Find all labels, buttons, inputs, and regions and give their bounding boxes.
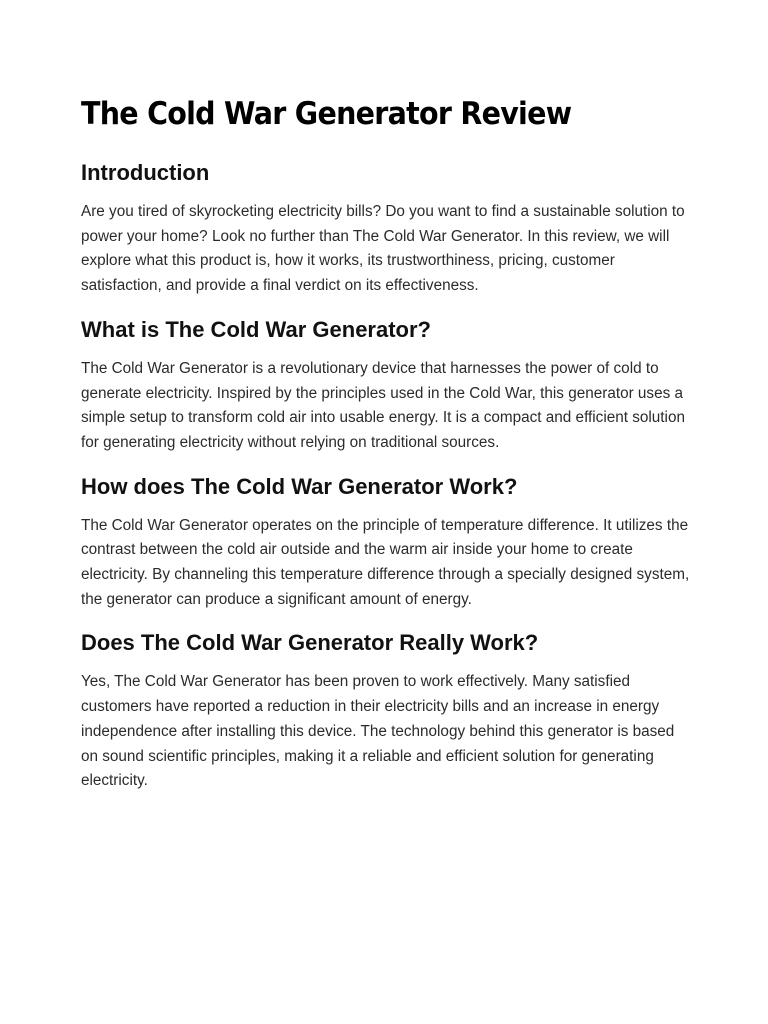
section-how-it-works: [81, 473, 691, 613]
section-body-what-is: The Cold War Generator is a revolutionary device that harnesses the power of cold to generate electricity. Inspired by the principles used in the Cold War, this generator uses a simple setup to transform cold air into usable energy. It is a compact and efficient solution for generating electricity without relying on traditional sources.: [81, 359, 685, 451]
section-does-it-work: [81, 629, 691, 794]
section-heading-how-it-works: How does The Cold War Generator Work?: [81, 473, 518, 499]
section-introduction: [81, 159, 691, 299]
section-body-introduction: Are you tired of skyrocketing electricity bills? Do you want to find a sustainable solution to power your home? Look no further than The Cold War Generator. In this review, we will explore what this product is, how it works, its trustworthiness, pricing, customer satisfaction, and provide a final verdict on its effectiveness.: [81, 203, 685, 295]
section-heading-does-it-work: Does The Cold War Generator Really Work?: [81, 630, 539, 656]
section-heading-what-is: What is The Cold War Generator?: [81, 316, 431, 342]
section-heading-introduction: Introduction: [81, 160, 210, 185]
section-body-how-it-works: The Cold War Generator operates on the principle of temperature difference. It utilizes the contrast between the cold air outside and the warm air inside your home to create electricity. By channeling this temperature difference through a specially designed system, the generator can produce a significant amount of energy.: [81, 516, 690, 608]
document-title: The Cold War Generator Review: [81, 96, 572, 132]
document-page: [81, 93, 691, 811]
section-body-does-it-work: Yes, The Cold War Generator has been proven to work effectively. Many satisfied customers have reported a reduction in their electricity bills and an increase in energy independence after installing this device. The technology behind this generator is based on sound scientific principles, making it a reliable and efficient solution for generating electricity.: [81, 673, 675, 790]
section-what-is: [81, 316, 691, 456]
